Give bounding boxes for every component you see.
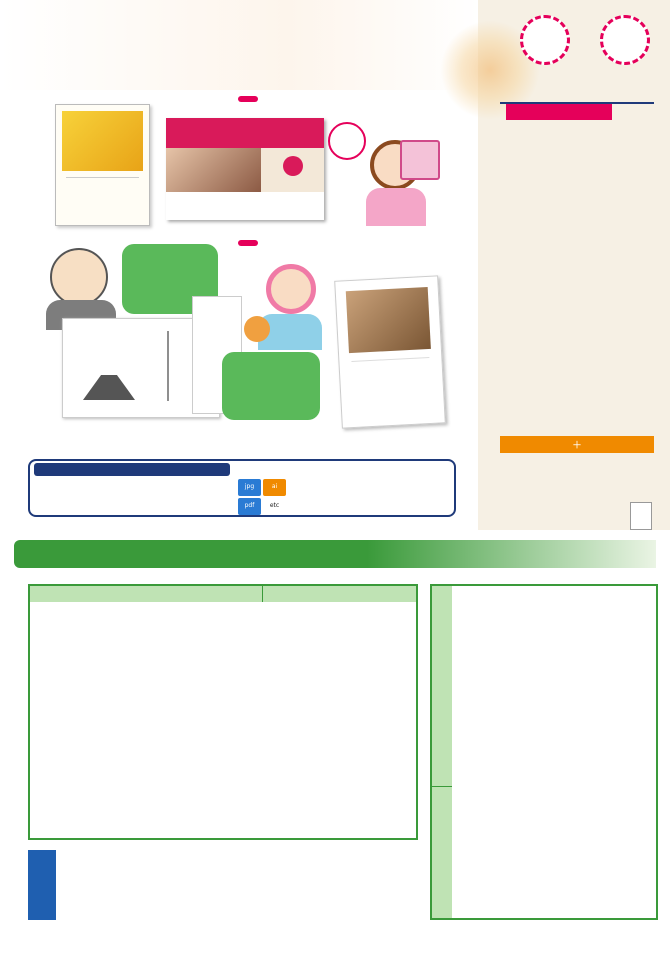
discount-circle	[600, 15, 650, 65]
discount-badge-2	[590, 12, 660, 92]
discount-badges	[510, 12, 660, 92]
manuscript-box	[28, 459, 456, 517]
pdf-icon: pdf	[238, 498, 261, 515]
name-section-header	[14, 540, 656, 568]
file-type-icons	[238, 479, 286, 515]
sample-sale-card	[55, 104, 150, 226]
business-header	[263, 586, 416, 602]
old-man-illustration	[40, 240, 122, 330]
banner-direct-mail	[238, 96, 258, 102]
ai-icon: ai	[263, 479, 286, 496]
font-samples	[28, 850, 418, 920]
etc-icon: etc	[269, 502, 280, 509]
jpg-icon: jpg	[238, 479, 261, 496]
font-samples-heading	[28, 850, 56, 920]
right-samples	[452, 586, 656, 918]
postcard-fee	[506, 104, 612, 120]
discount-badge-1	[510, 12, 580, 92]
name-samples-right	[430, 584, 658, 920]
postcard-icon	[630, 502, 652, 530]
right-business-label	[432, 786, 452, 918]
header-bg	[0, 0, 480, 90]
personal-header	[30, 586, 263, 602]
design-fee: ＋	[572, 441, 582, 451]
girl-illustration	[250, 258, 330, 350]
speech-bubble-photo	[222, 352, 320, 420]
shop-illustration	[400, 140, 440, 180]
right-personal-label	[432, 586, 452, 786]
name-samples-left	[28, 584, 418, 840]
banner-own-work	[238, 240, 258, 246]
left-samples	[30, 602, 416, 838]
discount-circle	[520, 15, 570, 65]
manuscript-items	[36, 479, 236, 515]
design-fee-box	[500, 436, 654, 453]
price-table-box	[500, 102, 654, 120]
sample-beauty-card	[166, 118, 324, 220]
sample-photo-card	[334, 275, 446, 428]
